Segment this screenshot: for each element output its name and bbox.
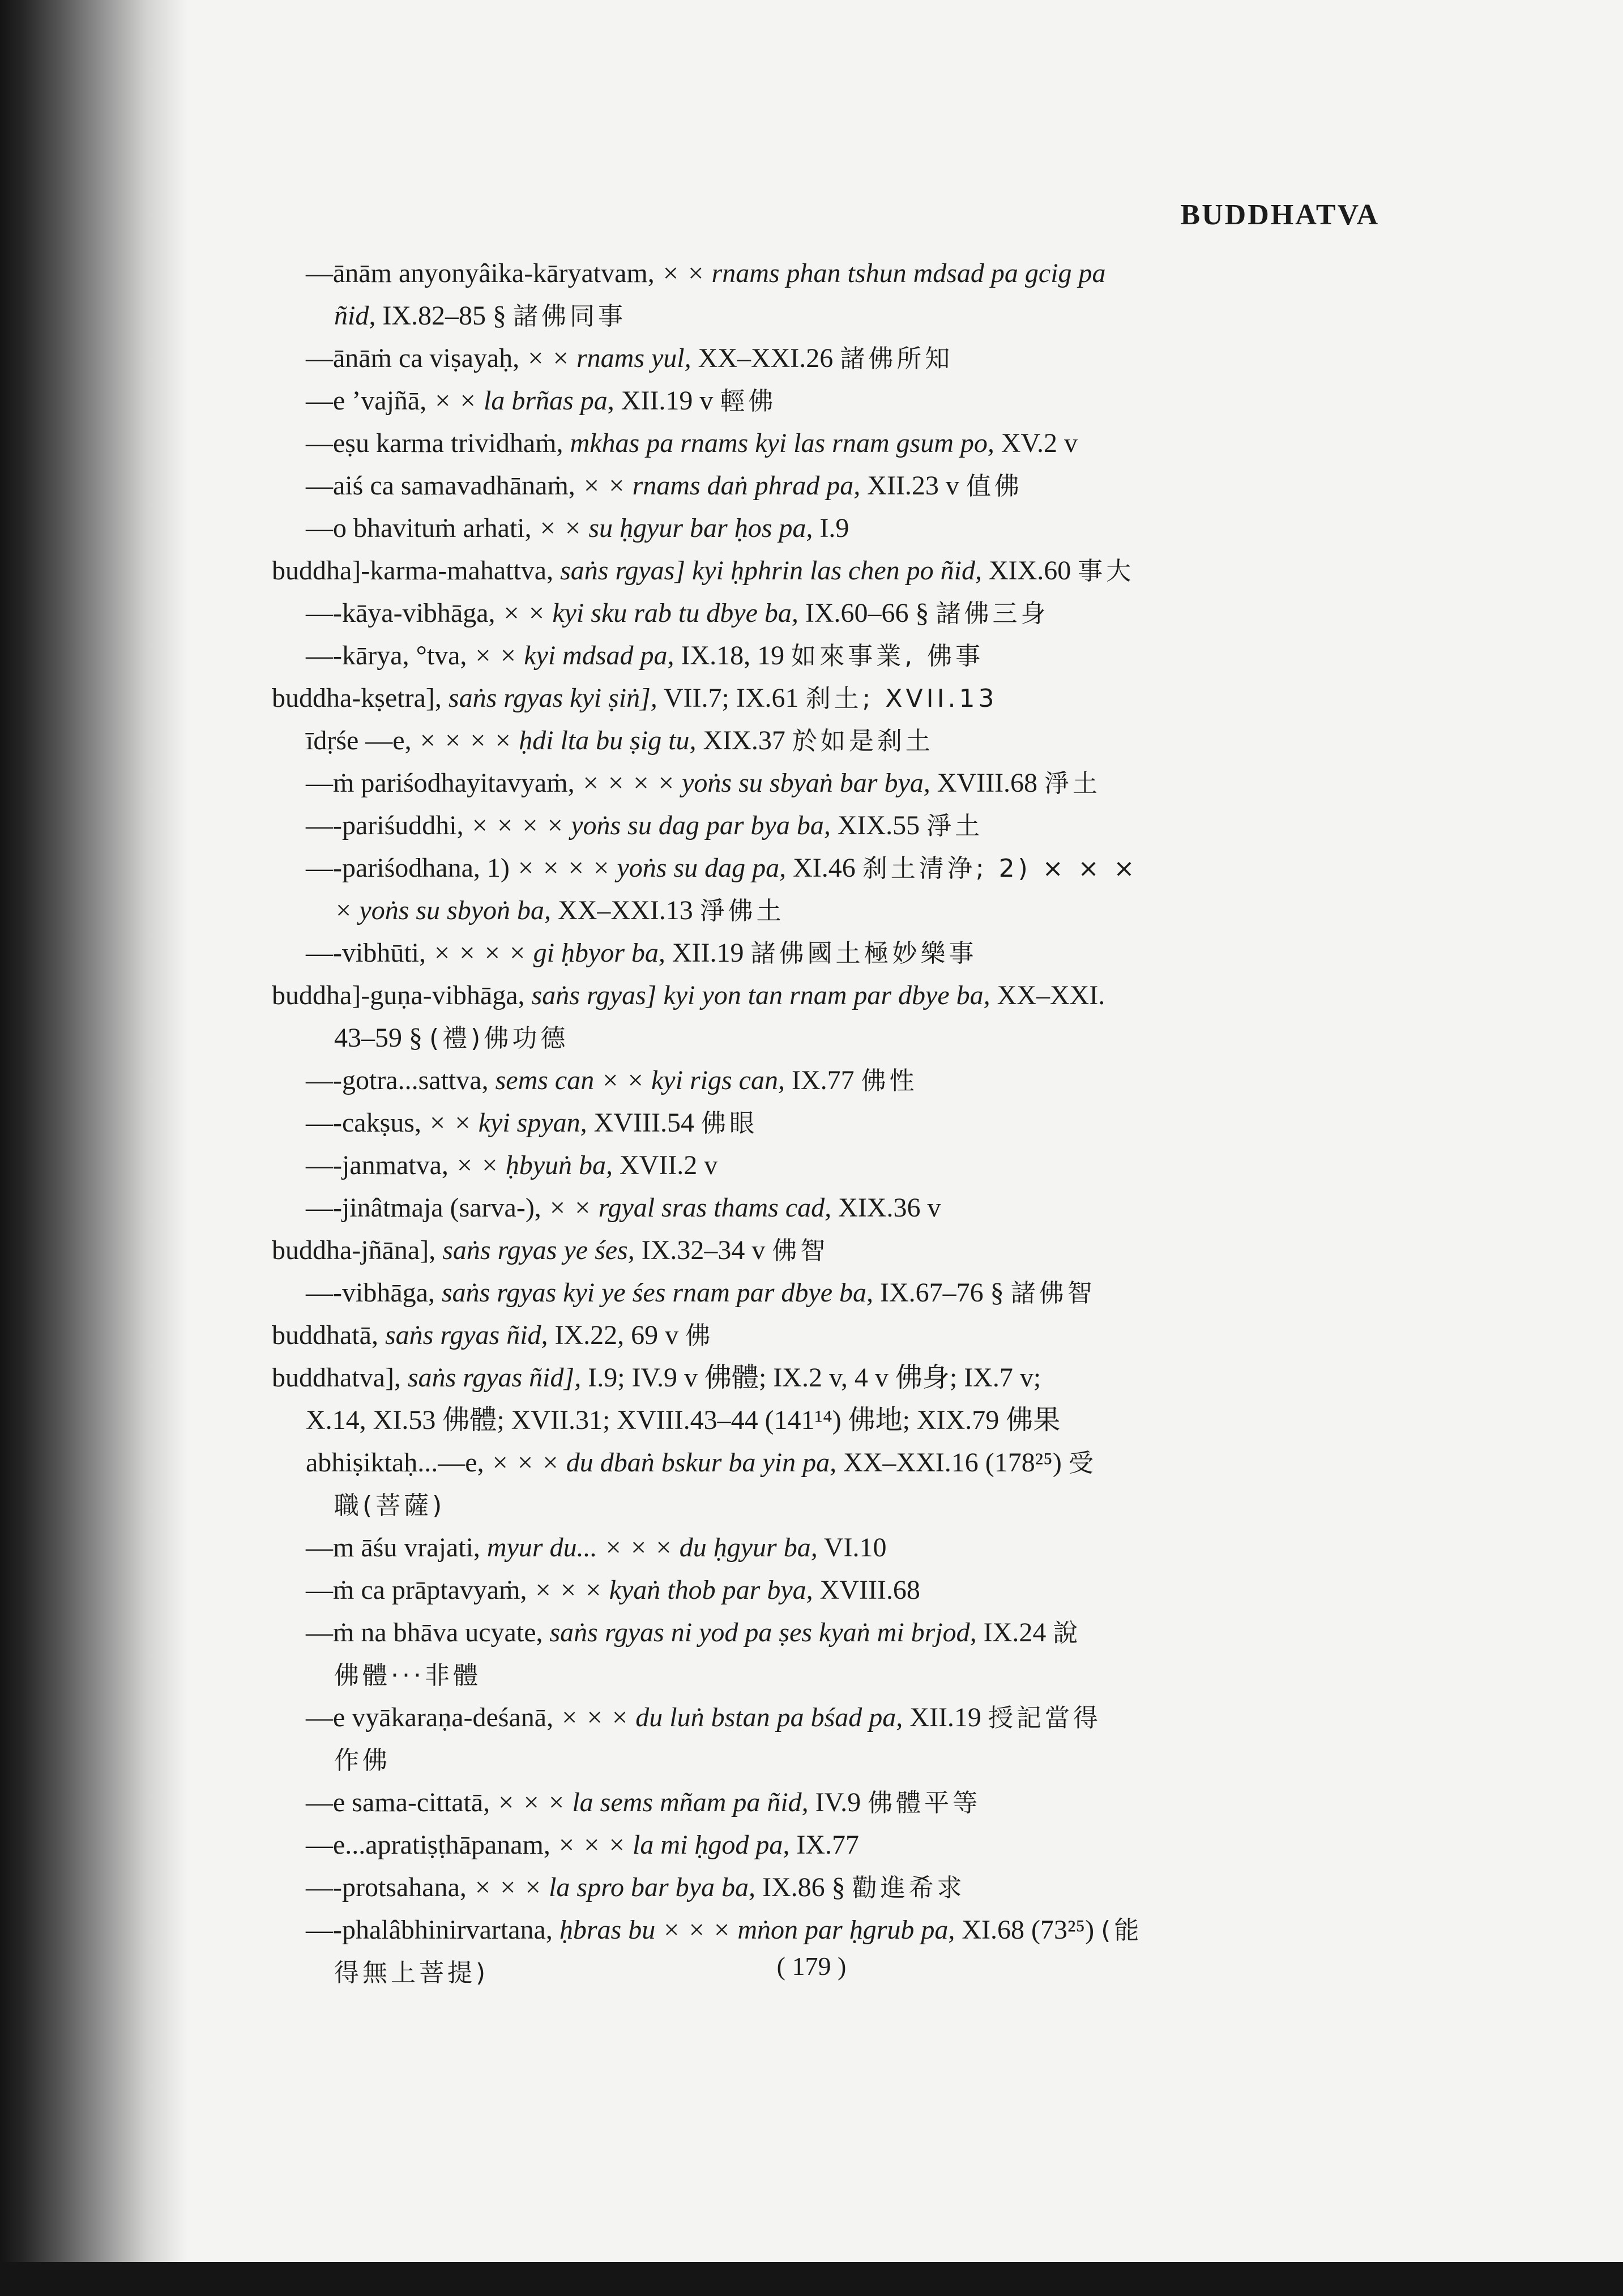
chinese-equivalent: 作佛 <box>334 1746 391 1775</box>
verse-reference: IX.24 <box>983 1618 1047 1648</box>
chinese-equivalent: 佛性 <box>861 1066 918 1095</box>
sanskrit-lemma: —-cakṣus, <box>306 1108 421 1138</box>
verse-reference: VI.10 <box>823 1533 887 1563</box>
tibetan-equivalent: saṅs rgyas ye śes, <box>442 1235 635 1265</box>
entry-line <box>272 804 1387 847</box>
entry-line <box>272 379 1387 422</box>
tibetan-equivalent: saṅs rgyas ñid, <box>385 1320 548 1350</box>
entry-line <box>272 1059 1387 1102</box>
verse-reference: XII.23 v <box>867 471 959 501</box>
sanskrit-lemma: —ānām anyonyâika-kāryatvam, <box>306 258 655 288</box>
entry-line <box>272 932 1387 974</box>
tibetan-equivalent: × × ḥbyuṅ ba, <box>455 1150 613 1180</box>
tibetan-equivalent: × × × × yoṅs su sbyaṅ bar bya, <box>581 768 930 798</box>
sanskrit-lemma: —-jinâtmaja (sarva-), <box>306 1193 541 1223</box>
entry-line <box>272 1739 1387 1781</box>
entry-line <box>272 592 1387 634</box>
sanskrit-lemma: buddha]-guṇa-vibhāga, <box>272 980 525 1010</box>
verse-reference: IX.18, 19 <box>681 641 785 671</box>
tibetan-equivalent: saṅs rgyas kyi ṣiṅ], <box>448 683 657 713</box>
entry-line <box>272 1356 1387 1399</box>
sanskrit-lemma: —-pariśodhana, 1) <box>306 853 510 883</box>
entry-line <box>272 1102 1387 1144</box>
entry-line <box>272 1484 1387 1526</box>
chinese-equivalent: 諸佛所知 <box>840 344 954 373</box>
verse-reference: IX.77 <box>796 1830 860 1860</box>
dictionary-entries <box>272 252 1387 1994</box>
chinese-equivalent: 得無上菩提) <box>334 1958 489 1987</box>
tibetan-equivalent: saṅs rgyas ni yod pa ṣes kyaṅ mi brjod, <box>549 1618 977 1648</box>
chinese-equivalent: 值佛 <box>966 472 1023 501</box>
verse-reference: XX–XXI.16 (178²⁵) <box>843 1448 1062 1478</box>
scan-bottom-edge <box>0 2262 1623 2296</box>
sanskrit-lemma: —-gotra...sattva, <box>306 1065 489 1095</box>
tibetan-equivalent: × × × kyaṅ thob par bya, <box>533 1575 813 1605</box>
chinese-equivalent: 於如是刹土 <box>792 727 934 756</box>
chinese-equivalent: 說 <box>1053 1619 1082 1648</box>
tibetan-equivalent: saṅs rgyas] kyi yon tan rnam par dbye ba, <box>531 980 990 1010</box>
entry-line <box>272 1144 1387 1187</box>
verse-reference: XI.68 (73²⁵) <box>962 1915 1095 1945</box>
sanskrit-lemma: buddhatā, <box>272 1320 378 1350</box>
sanskrit-lemma: —-pariśuddhi, <box>306 810 464 840</box>
verse-reference: XVIII.54 <box>593 1108 694 1138</box>
verse-reference: IX.32–34 v <box>641 1235 766 1265</box>
tibetan-equivalent: mkhas pa rnams kyi las rnam gsum po, <box>570 428 994 458</box>
chinese-equivalent: 淨土 <box>926 812 984 840</box>
entry-line <box>272 1229 1387 1271</box>
entry-line <box>272 1611 1387 1654</box>
entry-line <box>272 1569 1387 1611</box>
tibetan-equivalent: × × × la spro bar bya ba, <box>473 1872 755 1902</box>
entry-line <box>272 252 1387 295</box>
entry-line <box>272 1654 1387 1696</box>
verse-reference: XVIII.68 <box>819 1575 920 1605</box>
chinese-equivalent: 諸佛同事 <box>513 302 626 331</box>
entry-line <box>272 337 1387 379</box>
chinese-equivalent: 授記當得 <box>988 1704 1101 1732</box>
verse-reference: XIX.37 <box>703 725 785 756</box>
entry-line <box>272 974 1387 1017</box>
tibetan-equivalent: × × rnams phan tshun mdsad pa gcig pa <box>661 258 1106 288</box>
sanskrit-lemma: —ānāṁ ca viṣayaḥ, <box>306 343 520 373</box>
chinese-equivalent: 諸佛智 <box>1010 1279 1096 1308</box>
entry-line <box>272 677 1387 719</box>
chinese-equivalent: 佛體平等 <box>868 1789 981 1817</box>
sanskrit-lemma: —-kārya, °tva, <box>306 641 467 671</box>
entry-line <box>272 719 1387 762</box>
entry-line <box>272 889 1387 932</box>
chinese-equivalent: 刹土; XVII.13 <box>805 684 998 713</box>
entry-line <box>272 1314 1387 1356</box>
chinese-equivalent: 佛智 <box>772 1236 829 1265</box>
chinese-equivalent: 職(菩薩) <box>334 1491 446 1520</box>
verse-reference: IX.60–66 § <box>805 598 929 628</box>
chinese-equivalent: 諸佛三身 <box>936 599 1049 628</box>
sanskrit-lemma: —-vibhūti, <box>306 938 426 968</box>
sanskrit-lemma: —ṁ ca prāptavyaṁ, <box>306 1575 527 1605</box>
entry-line <box>272 295 1387 337</box>
verse-reference: IX.22, 69 v <box>554 1320 679 1350</box>
verse-reference: IX.86 § <box>762 1872 845 1902</box>
sanskrit-lemma: buddha-kṣetra], <box>272 683 442 713</box>
verse-reference: XII.19 <box>909 1702 981 1732</box>
tibetan-equivalent: × × la brñas pa, <box>433 386 614 416</box>
tibetan-equivalent: × × × du dbaṅ bskur ba yin pa, <box>490 1448 837 1478</box>
entry-line <box>272 1824 1387 1866</box>
chinese-equivalent: 受 <box>1068 1449 1097 1478</box>
chinese-equivalent: 勸進希求 <box>852 1873 966 1902</box>
verse-reference: I.9 <box>819 513 849 543</box>
verse-reference: XX–XXI.26 <box>698 343 834 373</box>
entry-line <box>272 1526 1387 1569</box>
entry-line <box>272 1017 1387 1059</box>
chinese-equivalent: 佛體···非體 <box>334 1661 481 1690</box>
tibetan-equivalent: × × × × ḥdi lta bu ṣig tu, <box>418 725 697 756</box>
tibetan-equivalent: saṅs rgyas ñid], <box>407 1363 582 1393</box>
verse-reference: X.14, XI.53 佛體; XVII.31; XVIII.43–44 (141¹⁴) 佛地; XIX.79 佛果 <box>306 1405 1061 1435</box>
tibetan-equivalent: × × kyi spyan, <box>428 1108 587 1138</box>
sanskrit-lemma: —ṁ na bhāva ucyate, <box>306 1618 543 1648</box>
tibetan-equivalent: × × × la sems mñam pa ñid, <box>497 1787 809 1817</box>
tibetan-equivalent: × × rgyal sras thams cad, <box>548 1193 832 1223</box>
tibetan-equivalent: × × × la mi ḥgod pa, <box>557 1830 790 1860</box>
verse-reference: XIX.55 <box>837 810 920 840</box>
chinese-equivalent: (禮)佛功德 <box>429 1024 569 1053</box>
chinese-equivalent: 佛 <box>685 1321 714 1350</box>
tibetan-equivalent: × × × × gi ḥbyor ba, <box>433 938 665 968</box>
tibetan-equivalent: × × su ḥgyur bar ḥos pa, <box>538 513 813 543</box>
verse-reference: XVIII.68 <box>937 768 1038 798</box>
sanskrit-lemma: —ṁ pariśodhayitavyaṁ, <box>306 768 575 798</box>
entry-line <box>272 1909 1387 1951</box>
entry-line <box>272 422 1387 464</box>
sanskrit-lemma: —e ’vajñā, <box>306 386 427 416</box>
sanskrit-lemma: buddha]-karma-mahattva, <box>272 556 554 586</box>
chinese-equivalent: 刹土清浄; 2) × × × <box>862 854 1138 883</box>
chinese-equivalent: 佛眼 <box>701 1109 758 1138</box>
entry-line <box>272 1399 1387 1441</box>
verse-reference: IX.67–76 § <box>880 1278 1004 1308</box>
sanskrit-lemma: —-phalâbhinirvartana, <box>306 1915 553 1945</box>
verse-reference: XVII.2 v <box>620 1150 718 1180</box>
tibetan-equivalent: × × × du luṅ bstan pa bśad pa, <box>560 1702 903 1732</box>
sanskrit-lemma: —e vyākaraṇa-deśanā, <box>306 1702 554 1732</box>
sanskrit-lemma: buddhatva], <box>272 1363 401 1393</box>
sanskrit-lemma: īdṛśe —e, <box>306 725 412 756</box>
entry-line <box>272 507 1387 549</box>
entry-line <box>272 1271 1387 1314</box>
chinese-equivalent: 諸佛國土極妙樂事 <box>750 939 977 968</box>
verse-reference: XII.19 <box>672 938 744 968</box>
entry-line <box>272 1781 1387 1824</box>
sanskrit-lemma: —o bhavituṁ arhati, <box>306 513 532 543</box>
verse-reference: XIX.36 v <box>838 1193 941 1223</box>
sanskrit-lemma: —-protsahana, <box>306 1872 467 1902</box>
tibetan-equivalent: × × rnams daṅ phrad pa, <box>582 471 861 501</box>
entry-line <box>272 1696 1387 1739</box>
sanskrit-lemma: —-vibhāga, <box>306 1278 435 1308</box>
sanskrit-lemma: buddha-jñāna], <box>272 1235 436 1265</box>
tibetan-equivalent: saṅs rgyas] kyi ḥphrin las chen po ñid, <box>560 556 982 586</box>
tibetan-equivalent: × yoṅs su sbyoṅ ba, <box>334 895 552 925</box>
verse-reference: XII.19 v <box>621 386 714 416</box>
entry-line <box>272 847 1387 889</box>
chinese-equivalent: 輕佛 <box>720 387 777 416</box>
chinese-equivalent: 如來事業, 佛事 <box>791 642 984 671</box>
sanskrit-lemma: —eṣu karma trividhaṁ, <box>306 428 563 458</box>
chinese-equivalent: 淨佛土 <box>699 897 785 925</box>
verse-reference: XI.46 <box>793 853 856 883</box>
entry-line <box>272 1187 1387 1229</box>
verse-reference: VII.7; IX.61 <box>663 683 799 713</box>
verse-reference: IX.77 <box>791 1065 855 1095</box>
entry-line <box>272 1866 1387 1909</box>
sanskrit-lemma: —m āśu vrajati, <box>306 1533 480 1563</box>
sanskrit-lemma: —e...apratiṣṭhāpanam, <box>306 1830 550 1860</box>
sanskrit-lemma: —-kāya-vibhāga, <box>306 598 496 628</box>
tibetan-equivalent: × × rnams yul, <box>526 343 691 373</box>
verse-reference: XIX.60 <box>988 556 1071 586</box>
tibetan-equivalent: ḥbras bu × × × mṅon par ḥgrub pa, <box>559 1915 955 1945</box>
entry-line <box>272 1441 1387 1484</box>
entry-line <box>272 762 1387 804</box>
running-header: BUDDHATVA <box>1180 199 1379 231</box>
tibetan-equivalent: ñid, <box>334 301 376 331</box>
tibetan-equivalent: saṅs rgyas kyi ye śes rnam par dbye ba, <box>441 1278 874 1308</box>
chinese-equivalent: 事大 <box>1078 557 1135 586</box>
verse-reference: 43–59 § <box>334 1023 422 1053</box>
tibetan-equivalent: × × × × yoṅs su dag pa, <box>516 853 787 883</box>
chinese-equivalent: 淨土 <box>1044 769 1101 798</box>
verse-reference: XX–XXI.13 <box>558 895 693 925</box>
sanskrit-lemma: abhiṣiktaḥ...—e, <box>306 1448 484 1478</box>
entry-line <box>272 549 1387 592</box>
verse-reference: IV.9 <box>815 1787 861 1817</box>
tibetan-equivalent: sems can × × kyi rigs can, <box>495 1065 785 1095</box>
page-number: ( 179 ) <box>776 1952 847 1981</box>
sanskrit-lemma: —aiś ca samavadhānaṁ, <box>306 471 575 501</box>
chinese-equivalent: (能 <box>1101 1916 1143 1945</box>
verse-reference: XV.2 v <box>1001 428 1078 458</box>
sanskrit-lemma: —e sama-cittatā, <box>306 1787 490 1817</box>
tibetan-equivalent: × × kyi sku rab tu dbye ba, <box>502 598 798 628</box>
entry-line <box>272 634 1387 677</box>
verse-reference: XX–XXI. <box>997 980 1105 1010</box>
sanskrit-lemma: —-janmatva, <box>306 1150 449 1180</box>
entry-line <box>272 464 1387 507</box>
verse-reference: I.9; IV.9 v 佛體; IX.2 v, 4 v 佛身; IX.7 v; <box>588 1363 1041 1393</box>
tibetan-equivalent: myur du... × × × du ḥgyur ba, <box>486 1533 818 1563</box>
tibetan-equivalent: × × kyi mdsad pa, <box>473 641 674 671</box>
tibetan-equivalent: × × × × yoṅs su dag par bya ba, <box>470 810 831 840</box>
verse-reference: IX.82–85 § <box>382 301 506 331</box>
